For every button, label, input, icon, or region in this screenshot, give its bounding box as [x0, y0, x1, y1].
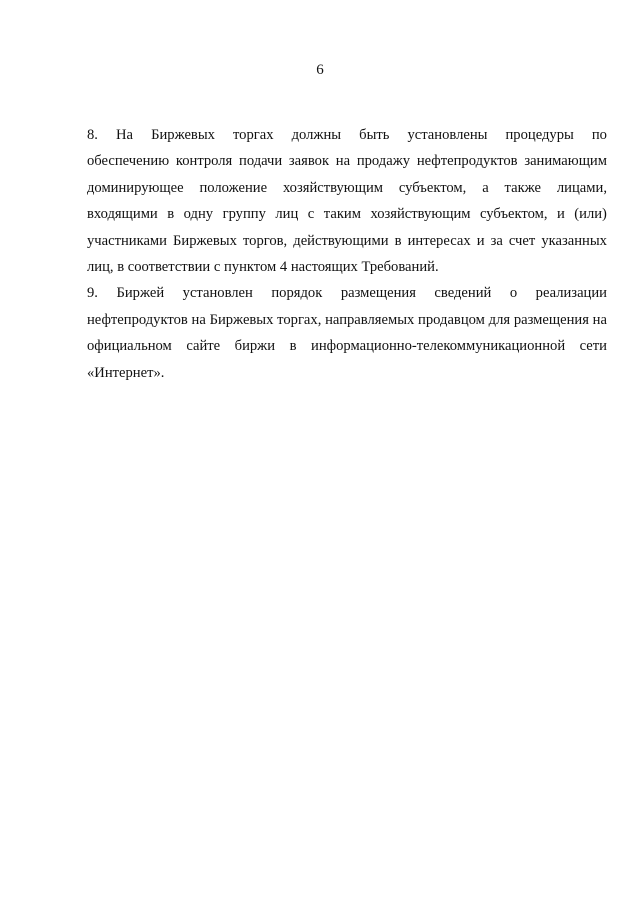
- word: действующими: [293, 232, 389, 249]
- word: торгах,: [277, 311, 322, 328]
- word: за: [490, 232, 503, 249]
- word: На: [116, 127, 134, 143]
- word: интересах: [407, 232, 471, 249]
- word: участниками: [87, 232, 167, 249]
- word: нефтепродуктов: [87, 311, 188, 328]
- word: направляемых: [325, 311, 415, 328]
- word: таким: [323, 206, 361, 223]
- word: для: [488, 311, 511, 328]
- word: заявок: [288, 153, 330, 170]
- word: быть: [359, 127, 390, 143]
- word: группу: [222, 206, 266, 223]
- word: в: [167, 206, 175, 223]
- word: Биржевых: [151, 127, 215, 143]
- paragraph-line: [87, 122, 607, 148]
- word: входящими: [87, 206, 158, 223]
- word: Биржевых: [173, 232, 237, 249]
- word: одну: [183, 206, 214, 223]
- word: также: [504, 179, 542, 196]
- word: процедуры: [505, 127, 574, 143]
- word: и: [476, 232, 485, 249]
- word: Биржей: [116, 285, 165, 302]
- word: 8.: [87, 127, 98, 143]
- paragraph-9: [87, 280, 607, 386]
- paragraph-line: [87, 280, 607, 306]
- word: Биржевых: [209, 311, 274, 328]
- word: о: [509, 285, 518, 302]
- word: доминирующее: [87, 179, 184, 196]
- word: субъектом,: [398, 179, 467, 196]
- word: реализации: [535, 285, 607, 302]
- word: на: [335, 153, 351, 170]
- paragraph-8: [87, 122, 607, 280]
- paragraph-line: [87, 228, 607, 254]
- word: указанных: [541, 232, 607, 249]
- word: сайте: [186, 338, 221, 355]
- paragraph-line: [87, 201, 607, 227]
- word: на: [592, 311, 607, 328]
- word: положение: [199, 179, 268, 196]
- word: (или): [574, 206, 607, 223]
- word: лиц: [275, 206, 299, 223]
- word: биржи: [234, 338, 276, 355]
- paragraph-line: [87, 333, 607, 359]
- word: лицами,: [556, 179, 607, 196]
- word: сети: [579, 338, 607, 355]
- paragraph-line: [87, 148, 607, 174]
- page-number: 6: [316, 62, 324, 78]
- word: и: [556, 206, 565, 223]
- word: на: [191, 311, 206, 328]
- word: в: [289, 338, 297, 355]
- word: контроля: [175, 153, 233, 170]
- word: размещения: [340, 285, 416, 302]
- word: порядок: [271, 285, 323, 302]
- word: должны: [291, 127, 342, 143]
- paragraph-line: лиц, в соответствии с пунктом 4 настоящих Требований.: [87, 258, 439, 275]
- word: сведений: [434, 285, 492, 302]
- word: торгах: [232, 127, 274, 143]
- word: информационно-телекоммуникационной: [311, 338, 566, 355]
- word: субъектом,: [480, 206, 548, 223]
- word: с: [307, 206, 315, 223]
- paragraph-line: [87, 175, 607, 201]
- word: 9.: [87, 285, 98, 302]
- word: продавцом: [418, 311, 485, 328]
- word: в: [394, 232, 402, 249]
- paragraph-line: [87, 307, 607, 333]
- word: торгов,: [242, 232, 288, 249]
- word: а: [482, 179, 489, 196]
- word: установлен: [182, 285, 253, 302]
- word: нефтепродуктов: [416, 153, 518, 170]
- word: продажу: [356, 153, 411, 170]
- word: установлены: [407, 127, 488, 143]
- word: обеспечению: [87, 153, 170, 170]
- word: размещения: [513, 311, 589, 328]
- word: официальном: [87, 338, 172, 355]
- word: по: [591, 127, 607, 143]
- word: подачи: [239, 153, 283, 170]
- document-body: [87, 122, 607, 386]
- word: счет: [508, 232, 536, 249]
- paragraph-line: «Интернет».: [87, 364, 165, 381]
- word: хозяйствующим: [370, 206, 471, 223]
- word: хозяйствующим: [282, 179, 383, 196]
- word: занимающим: [524, 153, 607, 170]
